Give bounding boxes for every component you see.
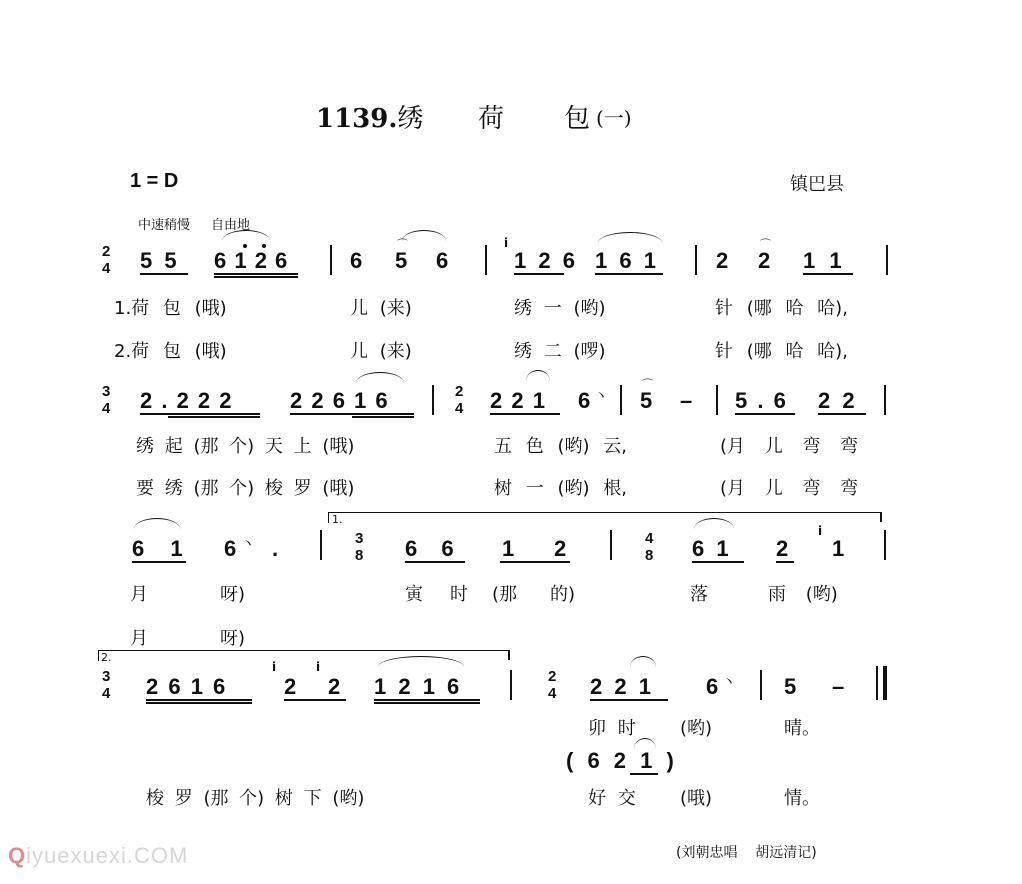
time-signature: 4 8 (645, 530, 654, 564)
underline (803, 273, 853, 275)
title-char-1: 绣 (397, 104, 424, 134)
lyric: 绣 二 (啰) (514, 341, 606, 362)
underline (168, 416, 260, 418)
lyric: 绣 起 (那 个) 天 上 (哦) (136, 436, 355, 457)
volta-end (880, 512, 882, 522)
credit: (刘朝忠唱 胡远清记) (676, 845, 817, 861)
barline (716, 385, 718, 415)
notes-m11a: 2 6 1 6 (146, 674, 226, 699)
underline (490, 413, 560, 415)
grace-note: i (272, 660, 277, 674)
underline (146, 702, 252, 704)
high-dot (262, 244, 266, 248)
breath-icon: 丶 (722, 675, 736, 691)
lyric: 五 色 (哟) 云, (494, 436, 627, 457)
watermark-text: iyuexuexi.COM (26, 843, 189, 868)
underline (132, 561, 186, 563)
notes-m7b: 2 2 (818, 388, 855, 413)
note: 2 (758, 248, 771, 273)
time-signature: 2 4 (102, 243, 111, 277)
key-signature: 1 = D (130, 170, 179, 192)
note: 6 (224, 536, 237, 561)
notes-m1: 5 5 (140, 248, 177, 273)
breath-icon: 丶 (241, 537, 255, 553)
note: 6 (350, 248, 363, 273)
time-signature: 3 8 (355, 530, 364, 564)
underline (214, 276, 298, 278)
barline (760, 670, 762, 700)
underline (500, 561, 570, 563)
underline (595, 273, 663, 275)
high-dot (243, 244, 247, 248)
slur (526, 370, 550, 381)
lyric: 落 (690, 584, 708, 605)
dash: – (832, 674, 845, 699)
title-char-2: 荷 (478, 104, 505, 134)
volta-end (508, 650, 510, 660)
lyric: (月 儿 弯 弯 (720, 478, 859, 499)
underline (374, 702, 480, 704)
dash: – (680, 388, 693, 413)
lyric: 针 (哪 哈 哈), (715, 298, 848, 319)
notes-m9a: 6 6 (405, 536, 454, 561)
lyric: 树 一 (哟) 根, (494, 478, 627, 499)
underline (374, 699, 480, 701)
note: 2 (776, 536, 789, 561)
lyric: 1.荷 包 (哦) (114, 298, 227, 319)
grace-note: i (818, 524, 823, 538)
slur (356, 372, 404, 383)
notes-m8a: 6 1 (132, 536, 183, 561)
volta-label: 2. (101, 651, 112, 664)
notes-m5a: 2 . 2 2 2 (140, 388, 232, 413)
title-suffix: (一) (596, 106, 632, 130)
lyric: 儿 (来) (350, 341, 412, 362)
time-signature: 3 4 (102, 383, 111, 417)
underline (590, 699, 668, 701)
lyric: 的) (550, 584, 576, 605)
note: 5 (395, 248, 408, 273)
barline (695, 245, 697, 275)
lyric: 卯 时 (588, 718, 636, 739)
lyric: 雨 (哟) (768, 584, 838, 605)
time-signature: 2 4 (548, 668, 557, 702)
lyric: 梭 罗 (那 个) 树 下 (哟) (146, 788, 365, 809)
barline (884, 385, 886, 415)
note: 2 (328, 674, 341, 699)
grace-note: i (504, 236, 509, 250)
notes-m1b: 6 1 2 6 (214, 248, 288, 273)
title-number: 1139. (316, 104, 398, 134)
final-barline (883, 666, 887, 700)
barline (886, 245, 888, 275)
barline (884, 530, 886, 560)
rest-dot: . (272, 536, 279, 561)
notes-m11c: 1 2 1 6 (374, 674, 460, 699)
underline (140, 273, 188, 275)
note: 1 (502, 536, 515, 561)
slur (634, 738, 656, 749)
lyric: 时 (450, 584, 468, 605)
lyric: 要 绣 (那 个) 梭 罗 (哦) (136, 478, 355, 499)
notes-m6a: 2 2 1 (490, 388, 545, 413)
slur (630, 656, 656, 667)
lyric: (哟) (680, 718, 713, 739)
note: 5 (784, 674, 797, 699)
slur (134, 518, 180, 529)
notes-m12a: 2 2 1 (590, 674, 651, 699)
notes-m7a: 5 . 6 (735, 388, 786, 413)
watermark-logo: Q (8, 843, 27, 868)
note: 6 (578, 388, 591, 413)
song-title (316, 98, 632, 135)
time-signature: 3 4 (102, 668, 111, 702)
barline (485, 245, 487, 275)
underline (290, 413, 414, 415)
slur (402, 230, 446, 241)
tempo-style: 自由地 (211, 218, 251, 233)
barline (330, 245, 332, 275)
lyric: 月 (130, 584, 148, 605)
underline (405, 561, 465, 563)
note: 1 (832, 536, 845, 561)
final-barline (876, 666, 878, 700)
notes-m3b: 1 6 1 (595, 248, 656, 273)
underline (214, 273, 298, 275)
note: 5 (640, 388, 653, 413)
barline (320, 530, 322, 560)
lyric: (月 儿 弯 弯 (720, 436, 859, 457)
tempo-speed: 中速稍慢 (138, 218, 191, 233)
notes-m3a: 1 2 6 (514, 248, 575, 273)
alt-notes: ( 6 2 1 ) (566, 748, 674, 773)
time-signature: 2 4 (455, 383, 464, 417)
underline (692, 561, 744, 563)
underline (514, 273, 564, 275)
volta-bracket-1 (328, 512, 881, 523)
lyric: 好 交 (588, 788, 636, 809)
underline (735, 413, 795, 415)
underline (352, 416, 414, 418)
grace-note: i (316, 660, 321, 674)
fermata-icon: ⌒ (642, 378, 653, 391)
underline (630, 773, 658, 775)
barline (432, 385, 434, 415)
slur (598, 232, 662, 243)
note: 2 (554, 536, 567, 561)
barline (620, 385, 622, 415)
underline (146, 699, 252, 701)
title-char-3: 包 (564, 104, 591, 134)
lyric: 儿 (来) (350, 298, 412, 319)
lyric: 晴。 (784, 718, 820, 739)
lyric: 绣 一 (哟) (514, 298, 606, 319)
lyric: (那 (492, 584, 518, 605)
notes-m5b: 2 2 6 1 6 (290, 388, 388, 413)
volta-label: 1. (332, 513, 343, 526)
notes-m10a: 6 1 (692, 536, 729, 561)
note: 1 1 (803, 248, 842, 273)
origin-label: 镇巴县 (790, 174, 844, 195)
fermata-icon: ⌒ (760, 238, 771, 251)
barline (610, 530, 612, 560)
note: 2 (284, 674, 297, 699)
lyric: 呀) (220, 584, 246, 605)
lyric: 呀) (220, 628, 246, 649)
note: 2 (716, 248, 729, 273)
lyric: (哦) (680, 788, 713, 809)
underline (284, 699, 346, 701)
note: 6 (436, 248, 449, 273)
watermark (8, 843, 188, 869)
lyric: 针 (哪 哈 哈), (715, 341, 848, 362)
underline (140, 413, 260, 415)
fermata-icon: ⌒ (397, 238, 408, 251)
lyric: 情。 (784, 788, 820, 809)
lyric: 2.荷 包 (哦) (114, 341, 227, 362)
barline (510, 670, 512, 700)
underline (776, 561, 794, 563)
underline (818, 413, 866, 415)
breath-icon: 丶 (594, 389, 608, 405)
lyric: 月 (130, 628, 148, 649)
note: 6 (706, 674, 719, 699)
lyric: 寅 (405, 584, 423, 605)
